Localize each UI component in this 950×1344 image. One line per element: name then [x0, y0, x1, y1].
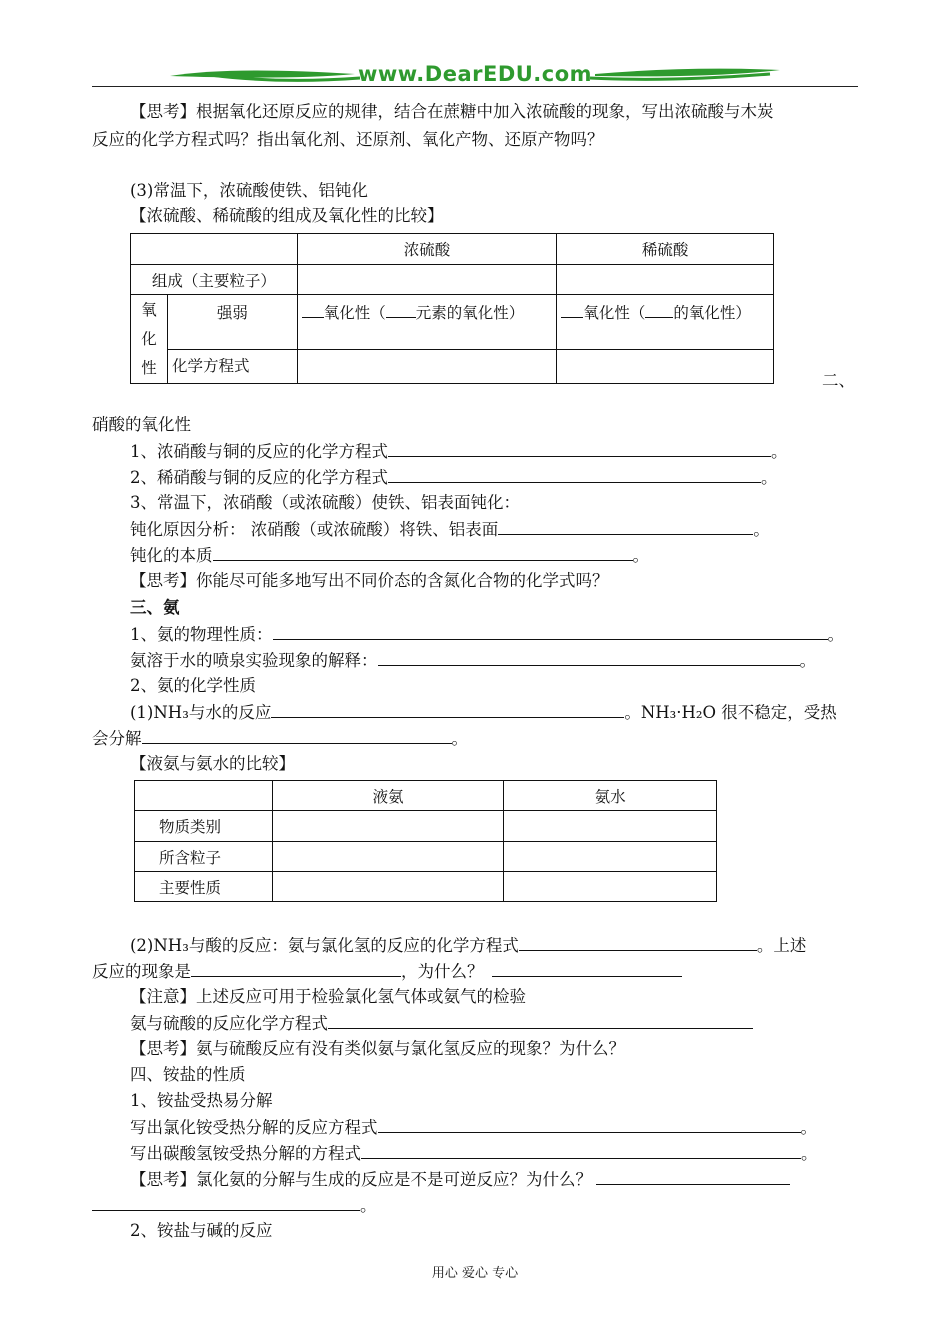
header-rule: [92, 86, 858, 87]
item-text: 写出氯化铵受热分解的反应方程式: [130, 1118, 378, 1137]
answer-blank[interactable]: [213, 544, 633, 561]
section4-think: [130, 1168, 790, 1191]
period: 。: [800, 1118, 817, 1137]
item-text: ，为什么？: [401, 962, 484, 981]
section2-item3: 3、常温下，浓硝酸（或浓硫酸）使铁、铝表面钝化：: [130, 493, 520, 512]
table1-header-dilute: 稀硫酸: [557, 234, 774, 265]
section3-fountain: [130, 649, 816, 672]
table1-group-char: 性: [141, 358, 157, 377]
table1-row-group: [131, 295, 168, 384]
table2-row-label: 所含粒子: [135, 842, 273, 872]
passivation-line: (3)常温下，浓硫酸使铁、铝钝化: [130, 181, 368, 200]
answer-blank[interactable]: [328, 1012, 753, 1029]
think1-line2: 反应的化学方程式吗？指出氧化剂、还原剂、氧化产物、还原产物吗？: [92, 130, 604, 149]
table2-cell: [504, 872, 717, 902]
section4-title: 四、铵盐的性质: [130, 1065, 246, 1084]
section3b-sulfuric: [130, 1012, 753, 1035]
item-text: 钝化的本质: [130, 546, 213, 565]
table1-cell: [297, 265, 557, 295]
answer-blank[interactable]: [378, 1116, 801, 1133]
item-text: 钝化原因分析： 浓硝酸（或浓硫酸）将铁、铝表面: [130, 520, 499, 539]
section4-item2: 2、铵盐与碱的反应: [130, 1221, 273, 1240]
logo-text: www.DearEDU.com: [357, 62, 593, 86]
table1-group-char: 氧: [141, 300, 157, 319]
item-text: 反应的现象是: [92, 962, 191, 981]
table1-text: 氧化性（: [323, 304, 386, 322]
item-text: 。上述: [756, 936, 807, 955]
section3-title: 三、氨: [130, 598, 180, 617]
answer-blank[interactable]: [271, 701, 624, 718]
table1-row-strength: 强弱: [167, 295, 297, 350]
table1-conc-strength: [297, 295, 557, 350]
section3b-phenomenon: [92, 960, 682, 983]
period: 。: [360, 1196, 377, 1215]
section3b-acid: [130, 934, 806, 957]
item-text: 。NH₃·H₂O 很不稳定，受热: [624, 703, 837, 722]
table2-row-label: 主要性质: [135, 872, 273, 902]
section3-physical: [130, 623, 844, 646]
answer-blank[interactable]: [361, 1142, 801, 1159]
table1-dilute-strength: [557, 295, 774, 350]
item-text: 写出碳酸氢铵受热分解的方程式: [130, 1144, 361, 1163]
table1-cell: [557, 350, 774, 384]
section2-reason: [130, 518, 770, 541]
item-text: 1、氨的物理性质：: [130, 625, 273, 644]
item-text: 氨与硫酸的反应化学方程式: [130, 1014, 328, 1033]
period: 。: [753, 520, 770, 539]
section4-nh4hco3: [130, 1142, 818, 1165]
answer-blank[interactable]: [273, 623, 828, 640]
item-text: 1、浓硝酸与铜的反应的化学方程式: [130, 442, 388, 461]
item-text: 2、稀硝酸与铜的反应的化学方程式: [130, 468, 388, 487]
table1-corner: [131, 234, 298, 265]
sulfuric-acid-table: [130, 233, 774, 384]
table1-text: 氧化性（: [583, 304, 646, 322]
ammonia-table: [134, 780, 717, 902]
item-text: (2)NH₃与酸的反应：氨与氯化氢的反应的化学方程式: [130, 936, 519, 955]
period: 。: [799, 651, 816, 670]
section3-decompose: [92, 727, 468, 750]
table2-cell: [272, 842, 504, 872]
period: 。: [771, 442, 788, 461]
section2-item2: [130, 466, 778, 489]
item-text: 氨溶于水的喷泉实验现象的解释：: [130, 651, 378, 670]
period: 。: [801, 1144, 818, 1163]
table1-text: 元素的氧化性）: [415, 304, 525, 322]
blank[interactable]: [645, 317, 673, 318]
item-text: (1)NH₃与水的反应: [130, 703, 272, 722]
compare-title-1: 【浓硫酸、稀硫酸的组成及氧化性的比较】: [130, 206, 444, 225]
answer-blank[interactable]: [142, 727, 452, 744]
item-text: 【思考】氯化氨的分解与生成的反应是不是可逆反应？为什么？: [130, 1170, 592, 1189]
section3-water-reaction: [130, 701, 837, 724]
section2-item1: [130, 440, 788, 463]
section2-essence: [130, 544, 649, 567]
answer-blank[interactable]: [498, 518, 753, 535]
period: 。: [451, 729, 468, 748]
answer-blank[interactable]: [492, 960, 682, 977]
page-footer: 用心 爱心 专心: [431, 1266, 519, 1281]
section3b-note: 【注意】上述反应可用于检验氯化氢气体或氨气的检验: [130, 987, 526, 1006]
section2-think: 【思考】你能尽可能多地写出不同价态的含氮化合物的化学式吗？: [130, 571, 609, 590]
table2-corner: [135, 781, 273, 811]
table1-header-conc: 浓硫酸: [297, 234, 557, 265]
blank[interactable]: [302, 317, 324, 318]
table2-cell: [272, 872, 504, 902]
think1-line1: 【思考】根据氧化还原反应的规律，结合在蔗糖中加入浓硫酸的现象，写出浓硫酸与木炭: [130, 102, 774, 121]
table2-cell: [272, 811, 504, 842]
table1-cell: [557, 265, 774, 295]
table1-cell: [297, 350, 557, 384]
section3-chemical: 2、氨的化学性质: [130, 676, 256, 695]
answer-blank[interactable]: [596, 1168, 790, 1185]
answer-blank[interactable]: [388, 440, 771, 457]
table1-group-char: 化: [141, 329, 157, 348]
table2-header-liquid: 液氨: [272, 781, 504, 811]
table2-cell: [504, 842, 717, 872]
section4-think-cont: [92, 1194, 377, 1217]
table1-row-equation: 化学方程式: [167, 350, 297, 384]
section4-nh4cl: [130, 1116, 817, 1139]
answer-blank[interactable]: [519, 934, 757, 951]
table1-row-composition: 组成（主要粒子）: [131, 265, 298, 295]
section3-compare-title: 【液氨与氨水的比较】: [130, 754, 295, 773]
answer-blank[interactable]: [92, 1194, 360, 1211]
table2-cell: [504, 811, 717, 842]
period: 。: [761, 468, 778, 487]
table2-header-aqueous: 氨水: [504, 781, 717, 811]
answer-blank[interactable]: [388, 466, 761, 483]
section2-number: 二、: [822, 371, 855, 390]
section3b-think: 【思考】氨与硫酸反应有没有类似氨与氯化氢反应的现象？为什么？: [130, 1039, 625, 1058]
blank[interactable]: [561, 317, 583, 318]
answer-blank[interactable]: [191, 960, 401, 977]
section4-item1: 1、铵盐受热易分解: [130, 1091, 273, 1110]
answer-blank[interactable]: [378, 649, 800, 666]
blank[interactable]: [386, 317, 416, 318]
period: 。: [632, 546, 649, 565]
table1-text: 的氧化性）: [673, 304, 751, 322]
item-text: 会分解: [92, 729, 142, 748]
table2-row-label: 物质类别: [135, 811, 273, 842]
period: 。: [827, 625, 844, 644]
section2-title: 硝酸的氧化性: [92, 415, 191, 434]
